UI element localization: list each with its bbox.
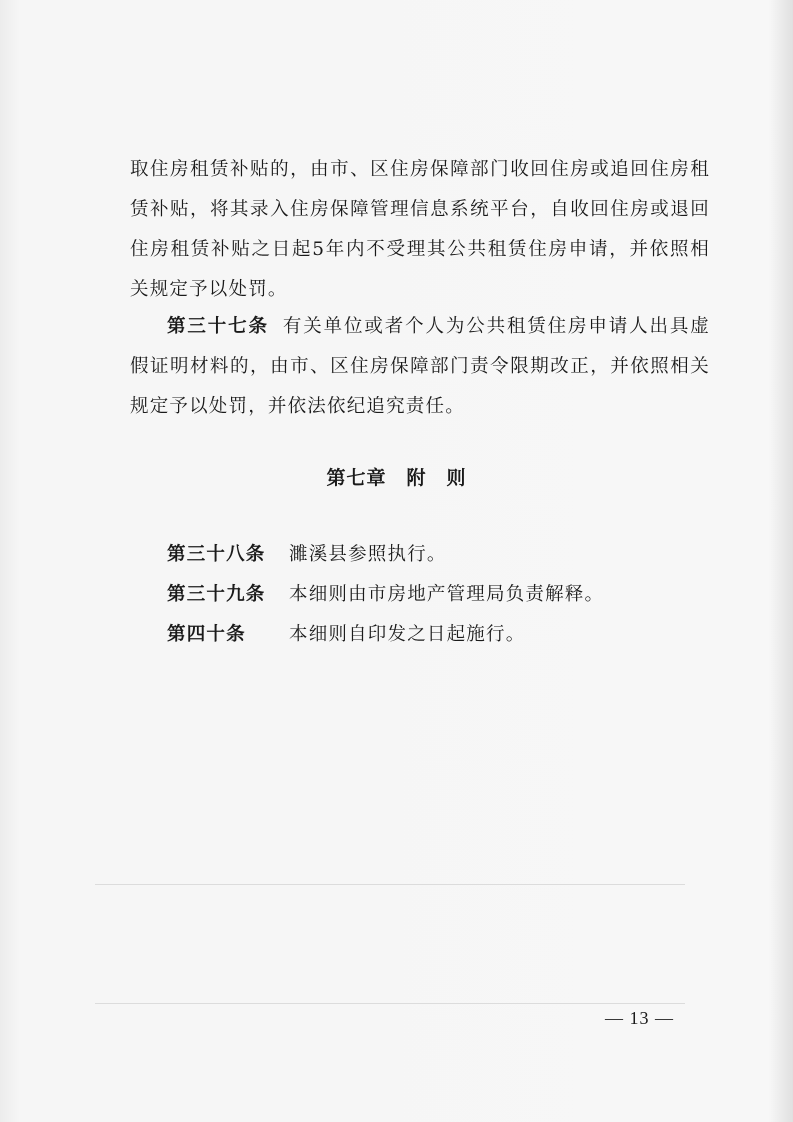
article-39 — [167, 580, 604, 606]
scan-edge-shadow — [768, 0, 793, 1122]
article-40 — [167, 620, 525, 646]
page-number: — 13 — — [605, 1008, 674, 1028]
article-40-text: 本细则自印发之日起施行。 — [289, 624, 526, 645]
bleed-through-line — [95, 1003, 685, 1004]
article-37-paragraph — [130, 307, 710, 427]
article-38 — [167, 540, 447, 566]
paragraph-continued: 取住房租赁补贴的，由市、区住房保障部门收回住房或追回住房租赁补贴，将其录入住房保障管理信息系统平台，自收回住房或退回住房租赁补贴之日起5年内不受理其公共租赁住房申请，并依照相关规定予以处罚。 — [130, 159, 710, 300]
article-37-text: 有关单位或者个人为公共租赁住房申请人出具虚假证明材料的，由市、区住房保障部门责令限期改正，并依照相关规定予以处罚，并依法依纪追究责任。 — [130, 316, 710, 417]
bleed-through-line — [95, 884, 685, 885]
chapter-title: 第七章 附 则 — [326, 467, 467, 489]
article-40-label: 第四十条 — [167, 624, 246, 645]
article-39-label: 第三十九条 — [167, 584, 266, 605]
article-38-label: 第三十八条 — [167, 544, 266, 565]
article-39-text: 本细则由市房地产管理局负责解释。 — [289, 584, 605, 605]
article-38-text: 濉溪县参照执行。 — [289, 544, 447, 565]
article-37-label: 第三十七条 — [167, 316, 269, 337]
